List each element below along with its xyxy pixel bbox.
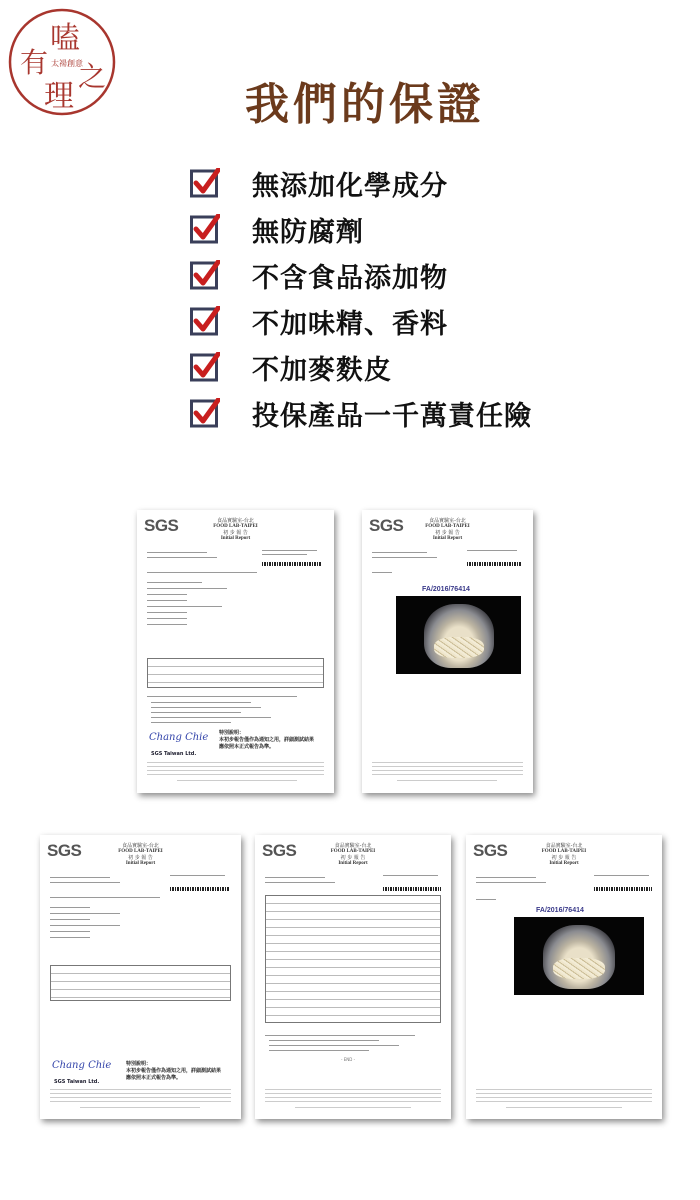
checkbox-checked-icon	[190, 352, 220, 382]
barcode	[170, 887, 230, 891]
lab-name-en: FOOD LAB-TAIPEI	[118, 849, 163, 854]
report-title-zh: 初 步 報 告	[551, 855, 577, 861]
results-table	[50, 965, 231, 1001]
barcode	[467, 562, 522, 566]
seal-char-ke: 嗑	[50, 21, 80, 56]
end-mark: - END -	[341, 1057, 356, 1062]
lab-name-zh: 食品實驗室-台北	[217, 518, 254, 524]
sample-id: FA/2016/76414	[536, 907, 584, 914]
lab-name-zh: 食品實驗室-台北	[545, 843, 583, 849]
checklist-item-label: 不含食品添加物	[252, 263, 448, 294]
seal-char-you: 有	[20, 46, 49, 79]
lab-name-en: FOOD LAB-TAIPEI	[425, 524, 470, 529]
checkbox-checked-icon	[190, 306, 220, 336]
company-name: SGS Taiwan Ltd.	[54, 1079, 100, 1085]
sgs-logo: SGS	[369, 516, 404, 535]
company-name: SGS Taiwan Ltd.	[151, 751, 197, 757]
signature: Chang Chie	[149, 732, 209, 743]
report-header	[40, 843, 241, 867]
test-report-page-1	[137, 510, 334, 793]
barcode	[383, 887, 441, 891]
seal-char-li: 理	[44, 79, 74, 114]
lab-name-zh: 食品實驗室-台北	[122, 843, 159, 849]
lab-name-en: FOOD LAB-TAIPEI	[213, 524, 258, 529]
report-header	[466, 843, 662, 867]
special-note: 特別說明： 本初步報告僅作為通知之用，詳細測試結果 應依照本正式報告為準。	[219, 730, 315, 750]
lab-name-zh: 食品實驗室-台北	[429, 518, 466, 524]
test-report-page-5	[466, 835, 662, 1119]
page-title: 我們的保證	[245, 79, 485, 130]
test-report-page-2	[362, 510, 533, 793]
sgs-logo: SGS	[144, 516, 179, 535]
results-table	[147, 658, 324, 688]
checkbox-checked-icon	[190, 398, 220, 428]
report-title-zh: 初 步 報 告	[128, 855, 153, 861]
sgs-logo: SGS	[473, 841, 508, 860]
results-table	[265, 895, 441, 1023]
sample-photo	[396, 596, 521, 674]
checklist-item-label: 投保產品一千萬責任險	[252, 401, 532, 432]
lab-name-zh: 食品實驗室-台北	[334, 843, 372, 849]
seal-char-zhi: 之	[78, 60, 107, 93]
sgs-logo: SGS	[47, 841, 82, 860]
special-note: 特別說明： 本初步報告僅作為通知之用，詳細測試結果 應依照本正式報告為準。	[126, 1061, 222, 1081]
report-title-en: Initial Report	[338, 861, 368, 866]
report-title-en: Initial Report	[432, 536, 463, 541]
sgs-logo: SGS	[262, 841, 297, 860]
checkbox-checked-icon	[190, 168, 220, 198]
report-title-zh: 初 步 報 告	[435, 530, 460, 536]
report-header	[255, 843, 451, 867]
report-title-en: Initial Report	[549, 861, 579, 866]
checkbox-checked-icon	[190, 260, 220, 290]
signature: Chang Chie	[52, 1060, 112, 1071]
checklist-item-label: 無添加化學成分	[252, 171, 448, 202]
test-report-page-3	[40, 835, 241, 1119]
report-title-en: Initial Report	[125, 861, 156, 866]
report-title-zh: 初 步 報 告	[223, 530, 248, 536]
lab-name-en: FOOD LAB-TAIPEI	[541, 849, 587, 854]
sample-id: FA/2016/76414	[422, 586, 470, 593]
lab-name-en: FOOD LAB-TAIPEI	[330, 849, 376, 854]
checklist-item-label: 不加味精、香料	[252, 309, 448, 340]
barcode	[594, 887, 652, 891]
test-report-page-4	[255, 835, 451, 1119]
report-header	[362, 518, 533, 542]
report-header	[137, 518, 334, 542]
checklist-item-label: 不加麥麩皮	[252, 355, 392, 386]
checkbox-checked-icon	[190, 214, 220, 244]
seal-small-text: 太禓創意	[51, 59, 83, 68]
report-title-en: Initial Report	[220, 536, 251, 541]
barcode	[262, 562, 322, 566]
sample-photo	[514, 917, 644, 995]
checklist-item-label: 無防腐劑	[252, 217, 364, 248]
report-title-zh: 初 步 報 告	[340, 855, 366, 861]
